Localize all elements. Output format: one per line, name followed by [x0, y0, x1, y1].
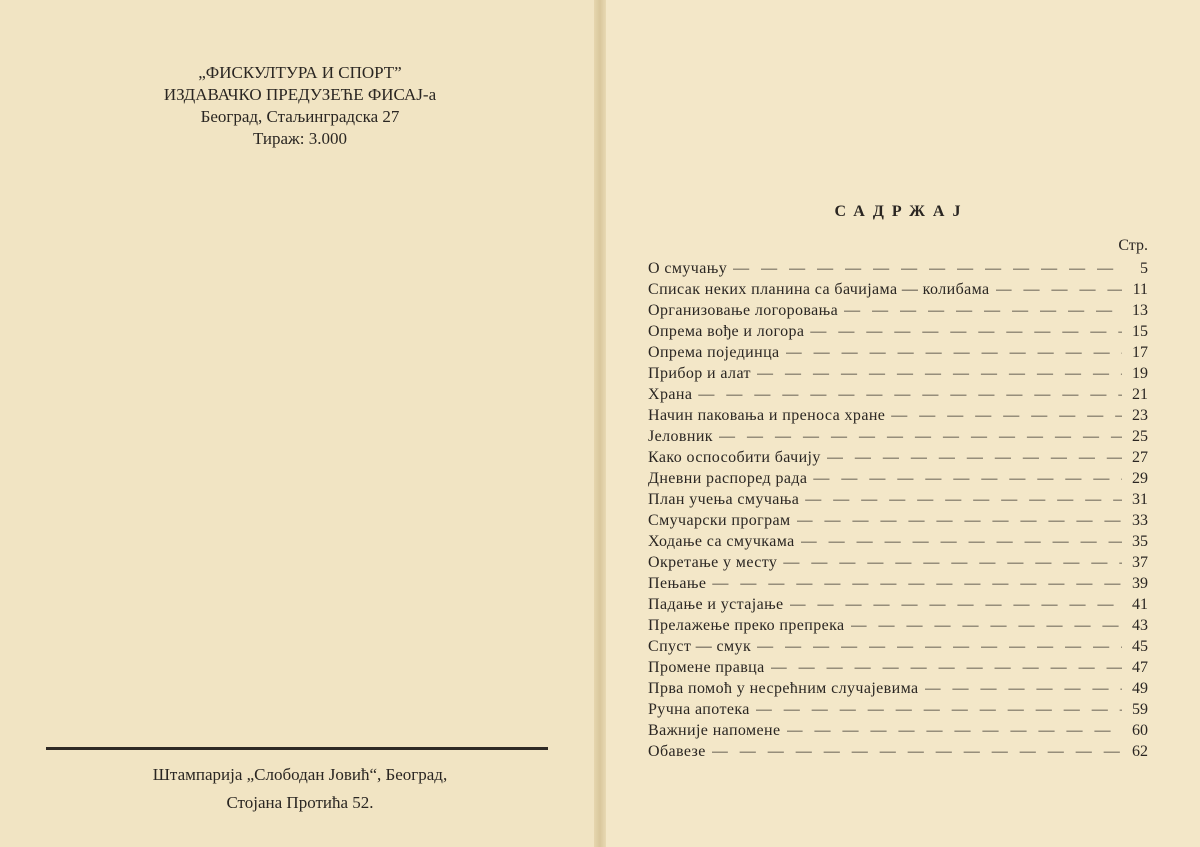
- toc-entry: [648, 552, 1148, 573]
- table-of-contents: [648, 258, 1148, 762]
- printer-line-address: Стојана Протића 52.: [226, 793, 374, 812]
- imprint-line-address: Београд, Стаљинградска 27: [200, 107, 400, 126]
- toc-leader: [719, 426, 1122, 447]
- toc-entry: [648, 510, 1148, 531]
- toc-entry-title: Падање и устајање: [648, 596, 784, 613]
- toc-entry-title: Смучарски програм: [648, 512, 791, 529]
- toc-entry-title: Опрема вође и логора: [648, 323, 805, 340]
- toc-entry-page: 11: [1132, 281, 1148, 298]
- toc-entry: [648, 468, 1148, 489]
- toc-leader: [786, 342, 1122, 363]
- toc-entry: [648, 300, 1148, 321]
- toc-entry-page: 45: [1132, 638, 1148, 655]
- toc-leader: [787, 720, 1122, 741]
- toc-title: САДРЖАЈ: [834, 203, 969, 220]
- toc-entry-title: Опрема појединца: [648, 344, 780, 361]
- toc-entry: [648, 489, 1148, 510]
- toc-entry: [648, 279, 1148, 300]
- toc-entry-title: Дневни распоред рада: [648, 470, 808, 487]
- toc-entry: [648, 615, 1148, 636]
- toc-entry-page: 15: [1132, 323, 1148, 340]
- toc-entry: [648, 384, 1148, 405]
- toc-leader: [771, 657, 1122, 678]
- toc-entry-title: Спуст — смук: [648, 638, 752, 655]
- toc-entry-title: Окретање у месту: [648, 554, 778, 571]
- printer-divider: [46, 747, 548, 750]
- toc-leader: [891, 405, 1122, 426]
- toc-entry-page: 21: [1132, 386, 1148, 403]
- toc-entry-title: План учења смучања: [648, 491, 800, 508]
- toc-entry-title: Пењање: [648, 575, 707, 592]
- publisher-imprint: [60, 62, 540, 150]
- toc-entry-title: Списак неких планина са бачијама — колибама: [648, 281, 990, 298]
- toc-leader: [844, 300, 1122, 321]
- page-column-label: Стр.: [1118, 237, 1148, 254]
- printer-info: [60, 761, 540, 817]
- toc-entry-page: 25: [1132, 428, 1148, 445]
- toc-entry: [648, 405, 1148, 426]
- toc-entry: [648, 321, 1148, 342]
- toc-entry-title: Начин паковања и преноса хране: [648, 407, 886, 424]
- imprint-line-publisher: „ФИСКУЛТУРА И СПОРТ”: [198, 63, 402, 82]
- toc-entry-title: Прва помоћ у несрећним случајевима: [648, 680, 919, 697]
- printer-line-name: Штампарија „Слободан Јовић“, Београд,: [152, 765, 448, 784]
- toc-entry: [648, 258, 1148, 279]
- toc-leader: [712, 741, 1122, 762]
- toc-entry: [648, 741, 1148, 762]
- toc-entry-page: 43: [1132, 617, 1148, 634]
- toc-entry-page: 13: [1132, 302, 1148, 319]
- toc-entry-title: Важније напомене: [648, 722, 781, 739]
- toc-entry-page: 19: [1132, 365, 1148, 382]
- toc-leader: [801, 531, 1122, 552]
- toc-entry-title: Ручна апотека: [648, 701, 750, 718]
- toc-entry-title: Ходање са смучкама: [648, 533, 795, 550]
- toc-entry: [648, 342, 1148, 363]
- toc-entry-title: Промене правца: [648, 659, 765, 676]
- toc-entry-page: 33: [1132, 512, 1148, 529]
- toc-entry-title: Храна: [648, 386, 693, 403]
- toc-entry-title: Обавезе: [648, 743, 706, 760]
- toc-entry: [648, 636, 1148, 657]
- toc-entry-page: 27: [1132, 449, 1148, 466]
- toc-entry: [648, 720, 1148, 741]
- toc-entry: [648, 363, 1148, 384]
- toc-entry-page: 35: [1132, 533, 1148, 550]
- toc-leader: [733, 258, 1122, 279]
- toc-leader: [757, 363, 1122, 384]
- toc-entry-page: 62: [1132, 743, 1148, 760]
- toc-entry-title: Организовање логоровања: [648, 302, 839, 319]
- toc-entry: [648, 531, 1148, 552]
- toc-entry: [648, 594, 1148, 615]
- imprint-line-company: ИЗДАВАЧКО ПРЕДУЗЕЋЕ ФИСАЈ-а: [163, 85, 437, 104]
- toc-leader: [790, 594, 1122, 615]
- toc-leader: [783, 552, 1122, 573]
- toc-leader: [851, 615, 1122, 636]
- toc-entry-page: 59: [1132, 701, 1148, 718]
- toc-entry: [648, 678, 1148, 699]
- toc-entry-page: 17: [1132, 344, 1148, 361]
- toc-entry-page: 39: [1132, 575, 1148, 592]
- toc-entry: [648, 657, 1148, 678]
- toc-leader: [698, 384, 1122, 405]
- toc-entry-title: Јеловник: [648, 428, 713, 445]
- toc-entry-title: О смучању: [648, 260, 728, 277]
- toc-leader: [925, 678, 1122, 699]
- toc-leader: [757, 636, 1122, 657]
- toc-leader: [813, 468, 1122, 489]
- toc-leader: [712, 573, 1122, 594]
- toc-entry: [648, 426, 1148, 447]
- toc-entry-page: 29: [1132, 470, 1148, 487]
- toc-entry-title: Како оспособити бачију: [648, 449, 821, 466]
- toc-entry-page: 5: [1140, 260, 1148, 277]
- toc-entry-page: 41: [1132, 596, 1148, 613]
- toc-leader: [756, 699, 1122, 720]
- toc-leader: [797, 510, 1122, 531]
- toc-leader: [996, 279, 1122, 300]
- toc-entry-page: 31: [1132, 491, 1148, 508]
- toc-entry-title: Прибор и алат: [648, 365, 751, 382]
- imprint-line-print-run: Тираж: 3.000: [252, 129, 348, 148]
- toc-leader: [810, 321, 1122, 342]
- toc-entry: [648, 573, 1148, 594]
- toc-leader: [827, 447, 1122, 468]
- toc-entry: [648, 447, 1148, 468]
- toc-entry-page: 37: [1132, 554, 1148, 571]
- book-gutter: [594, 0, 606, 847]
- toc-entry-page: 49: [1132, 680, 1148, 697]
- toc-leader: [805, 489, 1122, 510]
- toc-entry: [648, 699, 1148, 720]
- toc-entry-page: 60: [1132, 722, 1148, 739]
- toc-entry-page: 23: [1132, 407, 1148, 424]
- toc-entry-page: 47: [1132, 659, 1148, 676]
- toc-entry-title: Прелажење преко препрека: [648, 617, 845, 634]
